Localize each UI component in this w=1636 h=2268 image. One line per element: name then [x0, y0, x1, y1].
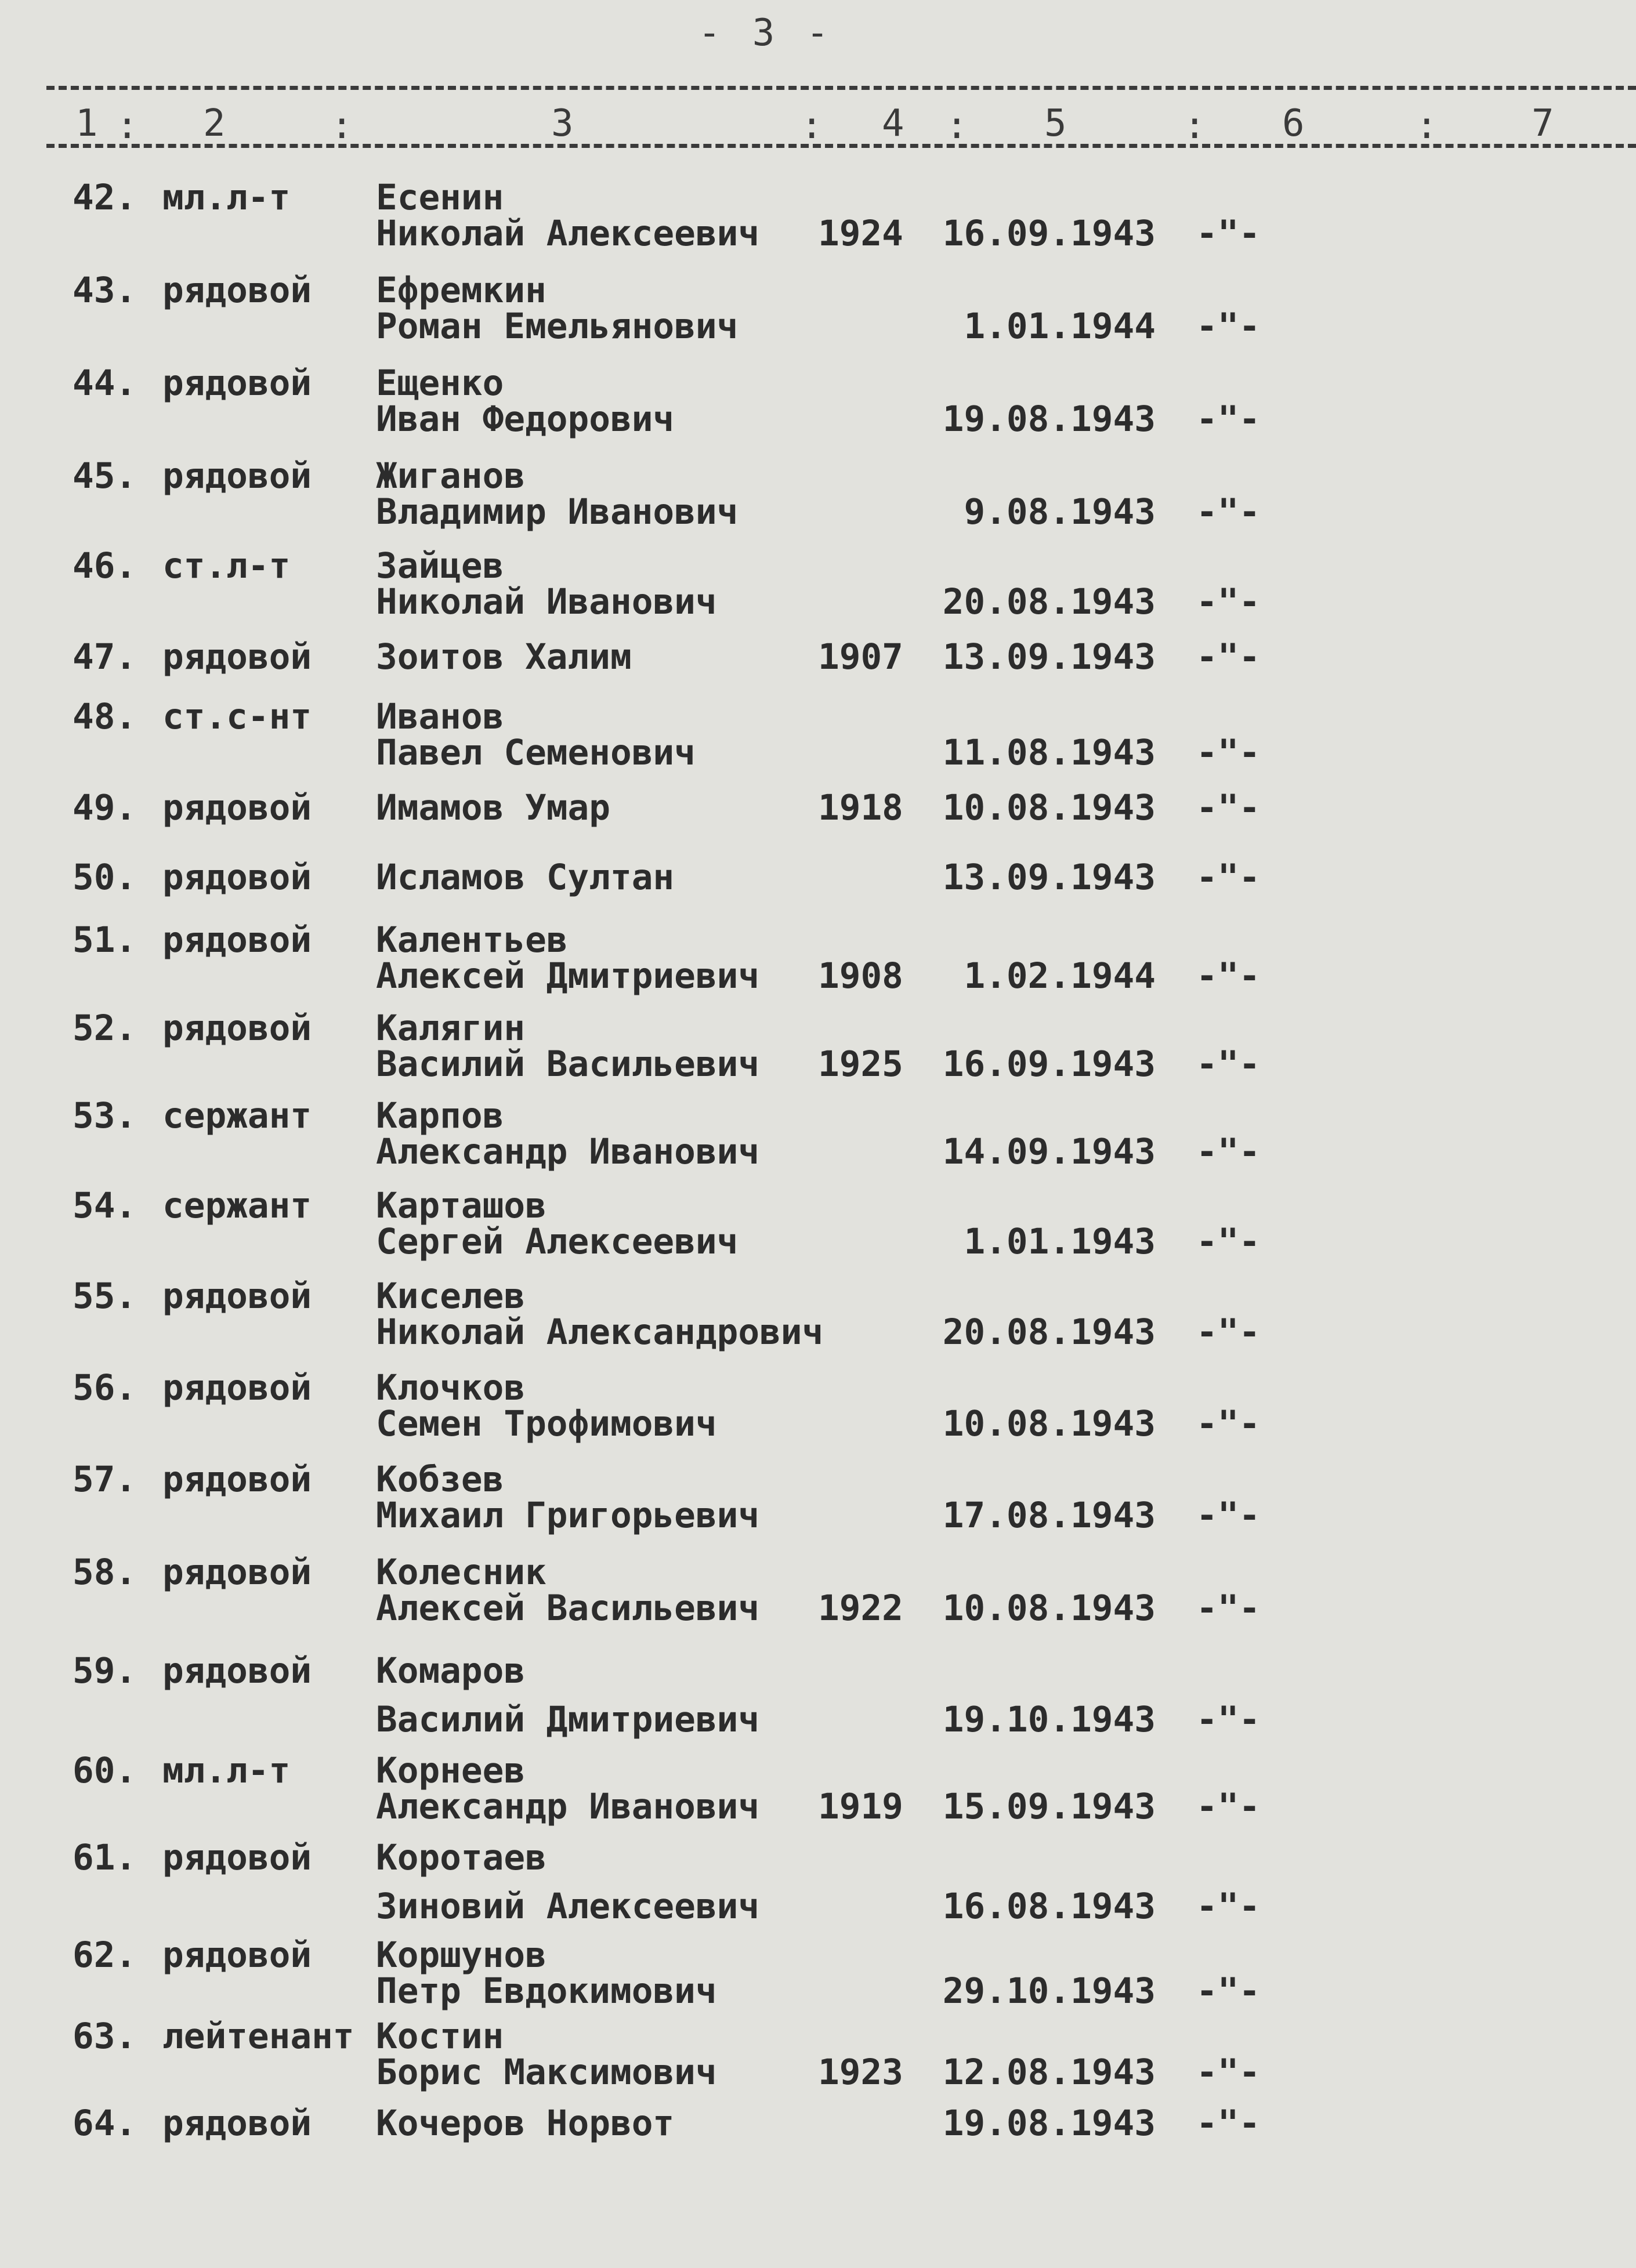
row-surname: Калягин — [376, 1008, 526, 1049]
row-date: 1.01.1943 — [964, 1221, 1156, 1262]
row-ditto-mark: -"- — [1196, 398, 1261, 440]
row-ditto-mark: -"- — [1196, 581, 1261, 622]
row-rank: рядовой — [162, 636, 312, 677]
table-header — [46, 68, 1636, 190]
row-date: 11.08.1943 — [942, 732, 1156, 773]
row-number: 59. — [73, 1650, 137, 1691]
row-rank: рядовой — [162, 1459, 312, 1500]
row-number: 42. — [73, 177, 137, 218]
row-rank: рядовой — [162, 1934, 312, 1976]
row-date: 16.09.1943 — [942, 1044, 1156, 1085]
row-rank: мл.л-т — [162, 177, 291, 218]
row-ditto-mark: -"- — [1196, 1970, 1261, 2012]
header-rule-top — [46, 86, 1636, 90]
row-given-name: Сергей Алексеевич — [376, 1221, 739, 1262]
row-given-name: Александр Иванович — [376, 1786, 760, 1827]
row-surname: Киселев — [376, 1276, 526, 1317]
row-given-name: Зиновий Алексеевич — [376, 1886, 760, 1927]
row-given-name: Семен Трофимович — [376, 1403, 717, 1444]
row-date: 12.08.1943 — [942, 2052, 1156, 2093]
header-sep: : — [1416, 104, 1438, 147]
row-ditto-mark: -"- — [1196, 732, 1261, 773]
header-col-2: 2 — [203, 102, 226, 145]
row-ditto-mark: -"- — [1196, 1786, 1261, 1827]
row-date: 19.08.1943 — [942, 398, 1156, 440]
row-surname: Кочеров Норвот — [376, 2103, 675, 2144]
row-surname: Ефремкин — [376, 270, 546, 311]
row-ditto-mark: -"- — [1196, 213, 1261, 254]
row-surname: Исламов Султан — [376, 857, 675, 898]
row-given-name: Василий Дмитриевич — [376, 1699, 760, 1740]
header-sep: : — [331, 104, 353, 147]
row-date: 1.02.1944 — [964, 955, 1156, 997]
row-date: 13.09.1943 — [942, 636, 1156, 677]
row-date: 16.09.1943 — [942, 213, 1156, 254]
row-ditto-mark: -"- — [1196, 2052, 1261, 2093]
row-surname: Корнеев — [376, 1750, 526, 1791]
row-date: 10.08.1943 — [942, 787, 1156, 828]
row-date: 20.08.1943 — [942, 1311, 1156, 1353]
row-date: 16.08.1943 — [942, 1886, 1156, 1927]
row-surname: Коротаев — [376, 1837, 546, 1878]
row-ditto-mark: -"- — [1196, 955, 1261, 997]
row-number: 51. — [73, 919, 137, 961]
row-number: 47. — [73, 636, 137, 677]
row-given-name: Николай Иванович — [376, 581, 717, 622]
row-surname: Карташов — [376, 1185, 546, 1226]
row-number: 44. — [73, 363, 137, 404]
row-rank: рядовой — [162, 1837, 312, 1878]
row-surname: Комаров — [376, 1650, 526, 1691]
row-number: 54. — [73, 1185, 137, 1226]
row-number: 64. — [73, 2103, 137, 2144]
row-birth-year: 1924 — [818, 213, 903, 254]
row-surname: Иванов — [376, 696, 504, 737]
row-given-name: Павел Семенович — [376, 732, 696, 773]
row-ditto-mark: -"- — [1196, 1311, 1261, 1353]
row-number: 45. — [73, 455, 137, 497]
row-date: 10.08.1943 — [942, 1588, 1156, 1629]
row-number: 49. — [73, 787, 137, 828]
row-ditto-mark: -"- — [1196, 1699, 1261, 1740]
row-rank: рядовой — [162, 363, 312, 404]
row-date: 20.08.1943 — [942, 581, 1156, 622]
row-ditto-mark: -"- — [1196, 1044, 1261, 1085]
row-birth-year: 1925 — [818, 1044, 903, 1085]
row-date: 19.10.1943 — [942, 1699, 1156, 1740]
row-surname: Жиганов — [376, 455, 526, 497]
row-number: 61. — [73, 1837, 137, 1878]
header-col-7: 7 — [1532, 102, 1554, 145]
row-given-name: Владимир Иванович — [376, 491, 739, 532]
row-number: 53. — [73, 1095, 137, 1136]
row-number: 48. — [73, 696, 137, 737]
row-given-name: Николай Александрович — [376, 1311, 824, 1353]
row-number: 55. — [73, 1276, 137, 1317]
row-rank: рядовой — [162, 455, 312, 497]
row-surname: Коршунов — [376, 1934, 546, 1976]
row-date: 1.01.1944 — [964, 306, 1156, 347]
row-surname: Ещенко — [376, 363, 504, 404]
row-birth-year: 1919 — [818, 1786, 903, 1827]
row-surname: Кобзев — [376, 1459, 504, 1500]
row-number: 63. — [73, 2016, 137, 2057]
header-rule-bottom — [46, 144, 1636, 148]
row-number: 43. — [73, 270, 137, 311]
row-surname: Имамов Умар — [376, 787, 610, 828]
row-given-name: Алексей Дмитриевич — [376, 955, 760, 997]
header-col-3: 3 — [551, 102, 574, 145]
row-rank: ст.с-нт — [162, 696, 312, 737]
row-birth-year: 1908 — [818, 955, 903, 997]
row-number: 50. — [73, 857, 137, 898]
row-date: 17.08.1943 — [942, 1495, 1156, 1536]
page-number: - 3 - — [698, 12, 834, 55]
row-date: 13.09.1943 — [942, 857, 1156, 898]
row-given-name: Петр Евдокимович — [376, 1970, 717, 2012]
header-col-6: 6 — [1282, 102, 1305, 145]
row-number: 56. — [73, 1367, 137, 1408]
row-surname: Клочков — [376, 1367, 526, 1408]
row-rank: ст.л-т — [162, 545, 291, 586]
row-rank: рядовой — [162, 1650, 312, 1691]
header-col-5: 5 — [1044, 102, 1067, 145]
row-number: 58. — [73, 1552, 137, 1593]
row-surname: Зайцев — [376, 545, 504, 586]
row-ditto-mark: -"- — [1196, 636, 1261, 677]
header-sep: : — [1183, 104, 1206, 147]
row-given-name: Иван Федорович — [376, 398, 675, 440]
row-date: 9.08.1943 — [964, 491, 1156, 532]
row-birth-year: 1918 — [818, 787, 903, 828]
row-given-name: Александр Иванович — [376, 1131, 760, 1172]
row-ditto-mark: -"- — [1196, 1131, 1261, 1172]
row-number: 52. — [73, 1008, 137, 1049]
header-sep: : — [946, 104, 968, 147]
row-ditto-mark: -"- — [1196, 2103, 1261, 2144]
row-ditto-mark: -"- — [1196, 1588, 1261, 1629]
row-rank: рядовой — [162, 1367, 312, 1408]
row-ditto-mark: -"- — [1196, 306, 1261, 347]
row-surname: Зоитов Халим — [376, 636, 632, 677]
row-number: 62. — [73, 1934, 137, 1976]
row-number: 60. — [73, 1750, 137, 1791]
row-given-name: Борис Максимович — [376, 2052, 717, 2093]
header-col-1: 1 — [75, 102, 98, 145]
row-given-name: Михаил Григорьевич — [376, 1495, 760, 1536]
row-number: 46. — [73, 545, 137, 586]
row-ditto-mark: -"- — [1196, 1221, 1261, 1262]
header-sep: : — [801, 104, 823, 147]
row-given-name: Николай Алексеевич — [376, 213, 760, 254]
row-ditto-mark: -"- — [1196, 1403, 1261, 1444]
row-rank: рядовой — [162, 1552, 312, 1593]
row-birth-year: 1922 — [818, 1588, 903, 1629]
row-given-name: Василий Васильевич — [376, 1044, 760, 1085]
row-ditto-mark: -"- — [1196, 857, 1261, 898]
row-rank: рядовой — [162, 1008, 312, 1049]
row-surname: Карпов — [376, 1095, 504, 1136]
header-col-4: 4 — [882, 102, 904, 145]
row-birth-year: 1907 — [818, 636, 903, 677]
row-rank: рядовой — [162, 2103, 312, 2144]
row-surname: Калентьев — [376, 919, 568, 961]
row-rank: рядовой — [162, 857, 312, 898]
row-ditto-mark: -"- — [1196, 1886, 1261, 1927]
header-sep: : — [116, 104, 139, 147]
row-rank: рядовой — [162, 919, 312, 961]
row-rank: лейтенант — [162, 2016, 354, 2057]
row-given-name: Роман Емельянович — [376, 306, 739, 347]
row-date: 19.08.1943 — [942, 2103, 1156, 2144]
row-ditto-mark: -"- — [1196, 787, 1261, 828]
row-date: 14.09.1943 — [942, 1131, 1156, 1172]
row-surname: Костин — [376, 2016, 504, 2057]
row-rank: рядовой — [162, 1276, 312, 1317]
row-given-name: Алексей Васильевич — [376, 1588, 760, 1629]
row-rank: рядовой — [162, 270, 312, 311]
row-birth-year: 1923 — [818, 2052, 903, 2093]
row-rank: мл.л-т — [162, 1750, 291, 1791]
row-date: 29.10.1943 — [942, 1970, 1156, 2012]
row-rank: сержант — [162, 1185, 312, 1226]
row-rank: сержант — [162, 1095, 312, 1136]
row-surname: Колесник — [376, 1552, 546, 1593]
row-date: 15.09.1943 — [942, 1786, 1156, 1827]
row-ditto-mark: -"- — [1196, 1495, 1261, 1536]
row-date: 10.08.1943 — [942, 1403, 1156, 1444]
row-ditto-mark: -"- — [1196, 491, 1261, 532]
row-number: 57. — [73, 1459, 137, 1500]
row-surname: Есенин — [376, 177, 504, 218]
row-rank: рядовой — [162, 787, 312, 828]
